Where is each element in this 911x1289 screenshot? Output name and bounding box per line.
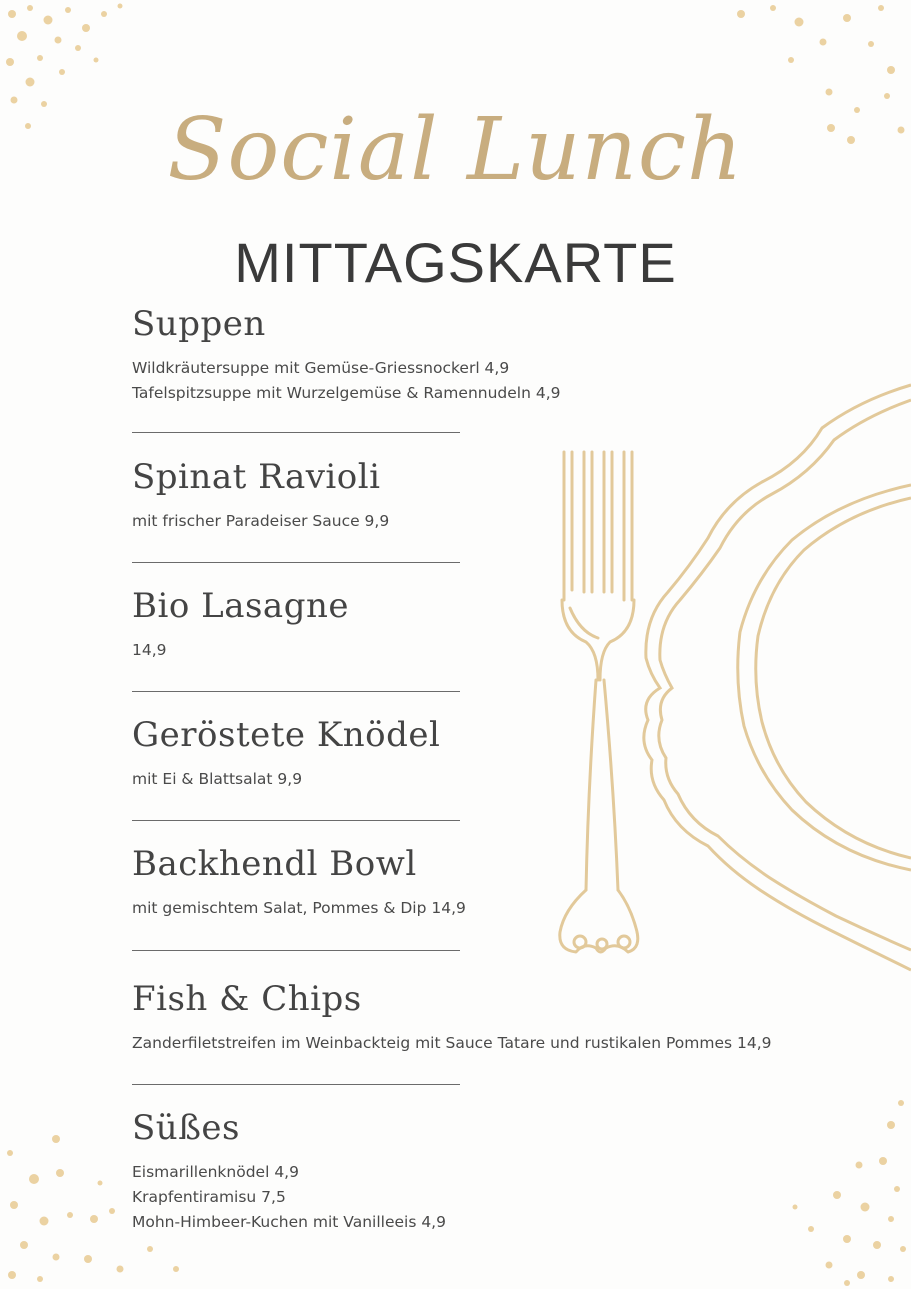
section-title: Geröstete Knödel [132,715,441,755]
section-divider [132,820,460,821]
gold-confetti-bottom-right [751,1089,911,1289]
section-spinat-ravioli [132,455,389,534]
section-title: Suppen [132,304,266,344]
section-divider [132,950,460,951]
section-suesses [132,1106,446,1235]
menu-item: Eismarillenknödel 4,9 [132,1163,299,1181]
section-title: Spinat Ravioli [132,457,381,497]
section-divider [132,1084,460,1085]
menu-item: Tafelspitzsuppe mit Wurzelgemüse & Ramennudeln 4,9 [132,384,561,402]
section-geroestete-knoedel [132,713,440,792]
plate-icon [644,385,911,970]
menu-item: Zanderfiletstreifen im Weinbackteig mit Sauce Tatare und rustikalen Pommes 14,9 [132,1034,772,1052]
menu-item: mit gemischtem Salat, Pommes & Dip 14,9 [132,899,466,917]
section-title: Fish & Chips [132,979,362,1019]
section-fish-chips [132,977,772,1056]
section-title: Bio Lasagne [132,586,349,626]
menu-item: Mohn-Himbeer-Kuchen mit Vanilleeis 4,9 [132,1213,446,1231]
menu-item: mit frischer Paradeiser Sauce 9,9 [132,512,390,530]
main-title: MITTAGSKARTE [234,230,677,294]
menu-item: 14,9 [132,641,167,659]
section-title: Backhendl Bowl [132,844,417,884]
section-backhendl-bowl [132,842,466,921]
cutlery-illustration [540,370,911,980]
section-divider [132,691,460,692]
script-title: Social Lunch [167,100,744,200]
section-bio-lasagne [132,584,349,663]
section-divider [132,562,460,563]
section-title: Süßes [132,1108,240,1148]
menu-item: Wildkräutersuppe mit Gemüse-Griessnockerl 4,9 [132,359,510,377]
menu-item: Krapfentiramisu 7,5 [132,1188,286,1206]
fork-icon [560,452,638,952]
section-suppen [132,302,561,406]
menu-item: mit Ei & Blattsalat 9,9 [132,770,303,788]
section-divider [132,432,460,433]
